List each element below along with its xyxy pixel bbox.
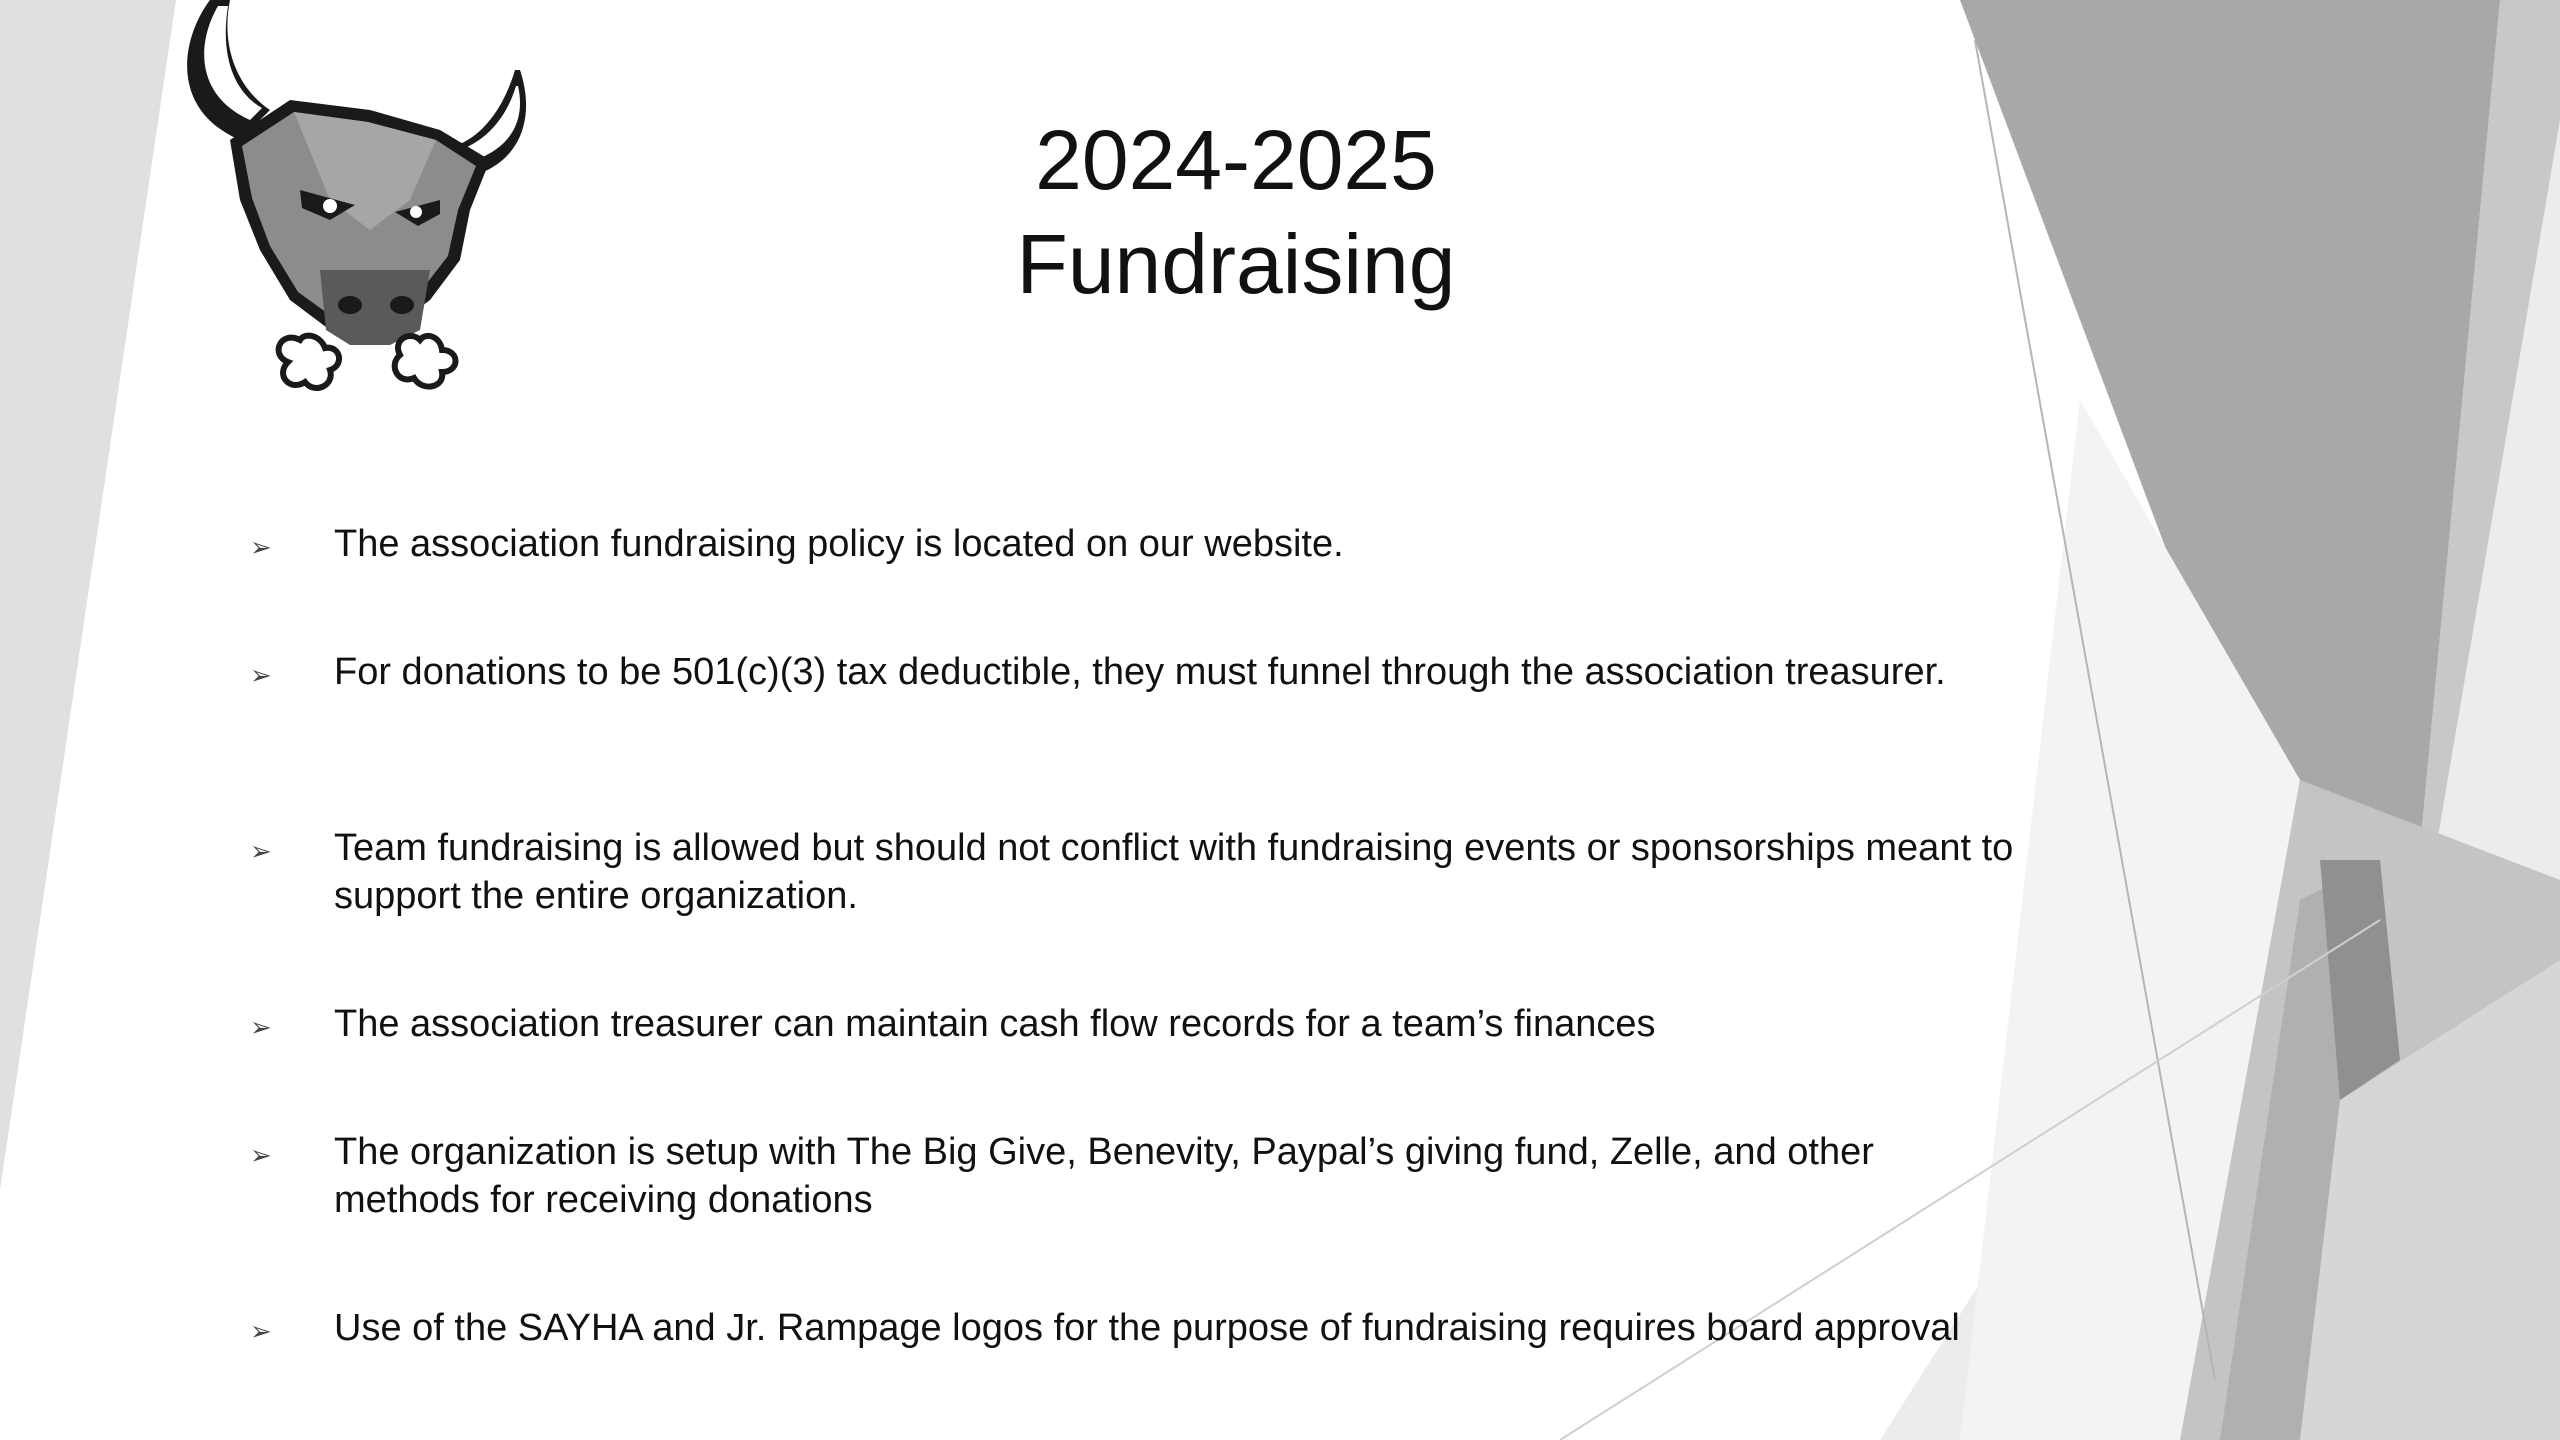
arrowhead-bullet-icon: ➢: [250, 1316, 272, 1346]
bullet-text-2: For donations to be 501(c)(3) tax deductible, they must funnel through the association treasurer.: [334, 651, 1946, 693]
bullet-text-1: The association fundraising policy is located on our website.: [334, 523, 1344, 565]
bullet-text-5: The organization is setup with The Big Give, Benevity, Paypal’s giving fund, Zelle, and other methods for receiving donations: [334, 1131, 1874, 1221]
slide-title: [836, 108, 1636, 316]
left-panel-shape: [0, 0, 176, 1190]
arrowhead-bullet-icon: ➢: [250, 1012, 272, 1042]
bullet-text-4: The association treasurer can maintain cash flow records for a team’s finances: [334, 1003, 1656, 1045]
arrowhead-bullet-icon: ➢: [250, 1140, 272, 1170]
arrowhead-bullet-icon: ➢: [250, 660, 272, 690]
bull-head-logo-icon: [170, 0, 542, 396]
bullet-text-6: Use of the SAYHA and Jr. Rampage logos for the purpose of fundraising requires board approval: [334, 1307, 1960, 1349]
title-line-2: Fundraising: [1016, 217, 1456, 311]
arrowhead-bullet-icon: ➢: [250, 532, 272, 562]
arrowhead-bullet-icon: ➢: [250, 836, 272, 866]
bullet-text-3: Team fundraising is allowed but should not conflict with fundraising events or sponsorships meant to support the entire organization.: [334, 827, 2014, 917]
title-line-1: 2024-2025: [1035, 113, 1437, 207]
